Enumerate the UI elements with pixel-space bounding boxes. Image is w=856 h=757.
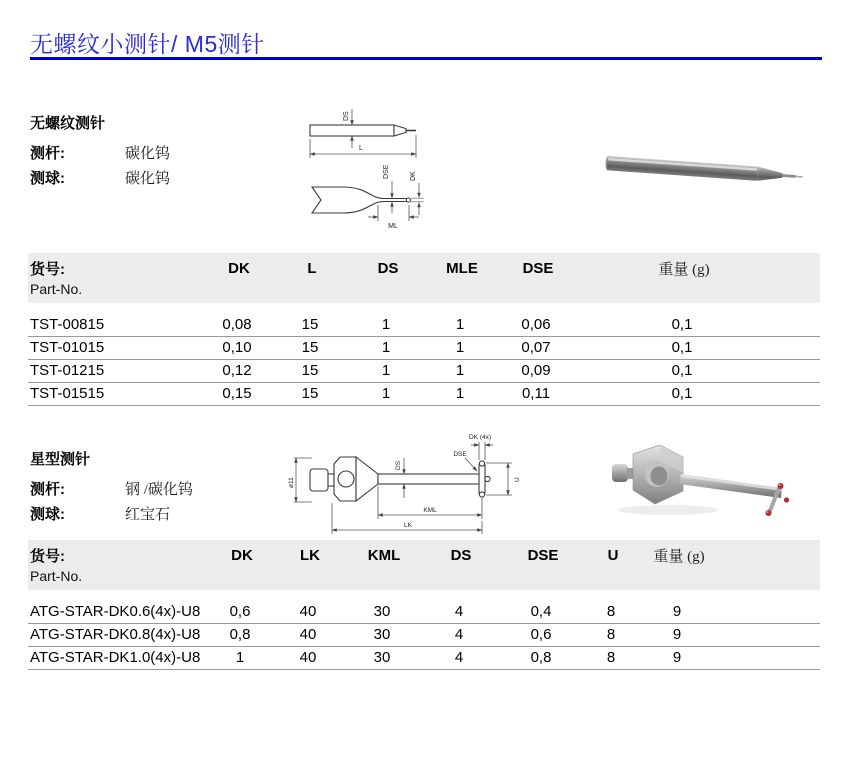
col-dse: DSE <box>522 260 554 277</box>
cell-kml: 30 <box>373 649 391 666</box>
dim-label-dk4: DK (4x) <box>468 434 492 441</box>
cell-l: 15 <box>301 362 319 379</box>
table-row <box>28 383 820 406</box>
cell-lk: 40 <box>299 626 317 643</box>
cell-weight: 9 <box>672 603 682 620</box>
spec-row-ball <box>30 167 280 192</box>
star-stylus-diagram <box>282 424 522 538</box>
cell-u: 8 <box>606 603 616 620</box>
part-no-subtitle: Part-No. <box>30 281 83 297</box>
cell-part: ATG-STAR-DK0.6(4x)-U8 <box>30 603 201 620</box>
spec-value: 钢 /碳化钨 <box>125 482 193 498</box>
spec-label: 测杆: <box>30 481 65 498</box>
table-row <box>28 360 820 383</box>
dim-label-u: U <box>514 477 521 482</box>
threadless-table <box>28 253 820 406</box>
spec-row-stem <box>30 478 280 503</box>
cell-ds: 1 <box>381 385 391 402</box>
col-lk: LK <box>300 547 320 564</box>
col-ds: DS <box>450 547 472 564</box>
cell-mle: 1 <box>455 339 465 356</box>
col-dse: DSE <box>527 547 559 564</box>
part-no-subtitle: Part-No. <box>30 568 83 584</box>
col-weight: 重量 (g) <box>658 262 710 278</box>
page-title: 无螺纹小测针/ M5测针 <box>30 31 265 57</box>
dim-label-lk: LK <box>404 522 412 529</box>
spec-value: 碳化钨 <box>125 171 171 187</box>
cell-mle: 1 <box>455 362 465 379</box>
cell-dse: 0,09 <box>521 362 551 379</box>
cell-weight: 9 <box>672 649 682 666</box>
cell-weight: 0,1 <box>671 339 693 356</box>
star-heading: 星型测针 <box>30 451 91 468</box>
cell-part: TST-01515 <box>30 385 105 402</box>
cell-part: TST-01215 <box>30 362 105 379</box>
cell-dse: 0,4 <box>530 603 552 620</box>
cell-l: 15 <box>301 339 319 356</box>
spec-row-ball <box>30 503 280 528</box>
table-body <box>28 314 820 406</box>
cell-weight: 0,1 <box>671 362 693 379</box>
dim-label-ml: ML <box>388 223 398 230</box>
cell-dk: 0,10 <box>222 339 252 356</box>
cell-part: ATG-STAR-DK0.8(4x)-U8 <box>30 626 201 643</box>
cell-kml: 30 <box>373 626 391 643</box>
threadless-info <box>30 112 280 192</box>
star-stylus-photo <box>596 428 831 533</box>
star-table <box>28 540 820 670</box>
cell-ds: 1 <box>381 339 391 356</box>
threadless-stylus-diagram <box>288 95 470 237</box>
col-kml: KML <box>367 547 401 564</box>
col-dk: DK <box>231 547 253 564</box>
cell-dk: 0,15 <box>222 385 252 402</box>
table-row <box>28 601 820 624</box>
cell-l: 15 <box>301 385 319 402</box>
col-l: L <box>307 260 317 277</box>
col-dk: DK <box>228 260 250 277</box>
dim-label-dk: DK <box>410 171 417 181</box>
dim-label-ds: DS <box>343 111 350 121</box>
threadless-stylus-photo <box>595 128 815 220</box>
dim-label-d11: ø11 <box>288 477 295 488</box>
col-part-no: 货号: <box>30 261 65 278</box>
cell-ds: 4 <box>454 626 464 643</box>
dim-label-dse: DSE <box>383 164 390 179</box>
col-ds: DS <box>377 260 399 277</box>
cell-dk: 0,08 <box>222 316 252 333</box>
cell-part: TST-00815 <box>30 316 105 333</box>
spec-row-stem <box>30 142 280 167</box>
cell-part: TST-01015 <box>30 339 105 356</box>
spec-value: 红宝石 <box>125 507 171 523</box>
cell-dse: 0,07 <box>521 339 551 356</box>
cell-dse: 0,06 <box>521 316 551 333</box>
col-mle: MLE <box>446 260 478 277</box>
col-u: U <box>607 547 619 564</box>
threadless-heading: 无螺纹测针 <box>30 115 106 132</box>
cell-dse: 0,6 <box>530 626 552 643</box>
dim-label-kml: KML <box>423 507 437 514</box>
spec-label: 测球: <box>30 170 65 187</box>
cell-ds: 1 <box>381 362 391 379</box>
cell-ds: 4 <box>454 649 464 666</box>
cell-mle: 1 <box>455 385 465 402</box>
table-header <box>28 253 820 303</box>
star-info <box>30 448 280 528</box>
cell-weight: 0,1 <box>671 385 693 402</box>
cell-weight: 0,1 <box>671 316 693 333</box>
spec-label: 测球: <box>30 506 65 523</box>
cell-lk: 40 <box>299 603 317 620</box>
cell-kml: 30 <box>373 603 391 620</box>
table-body <box>28 601 820 670</box>
table-header <box>28 540 820 590</box>
cell-u: 8 <box>606 626 616 643</box>
cell-dk: 0,6 <box>229 603 251 620</box>
cell-u: 8 <box>606 649 616 666</box>
col-weight: 重量 (g) <box>653 549 705 565</box>
spec-label: 测杆: <box>30 145 65 162</box>
table-row <box>28 624 820 647</box>
dim-label-dse: DSE <box>453 451 467 458</box>
cell-part: ATG-STAR-DK1.0(4x)-U8 <box>30 649 201 666</box>
table-row <box>28 337 820 360</box>
cell-ds: 1 <box>381 316 391 333</box>
cell-l: 15 <box>301 316 319 333</box>
cell-dk: 0,8 <box>229 626 251 643</box>
cell-lk: 40 <box>299 649 317 666</box>
cell-ds: 4 <box>454 603 464 620</box>
cell-dk: 1 <box>235 649 245 666</box>
col-part-no: 货号: <box>30 548 65 565</box>
cell-dse: 0,11 <box>521 385 551 402</box>
cell-dk: 0,12 <box>222 362 252 379</box>
cell-mle: 1 <box>455 316 465 333</box>
table-row <box>28 314 820 337</box>
dim-label-l: L <box>359 145 363 152</box>
cell-weight: 9 <box>672 626 682 643</box>
table-row <box>28 647 820 670</box>
cell-dse: 0,8 <box>530 649 552 666</box>
spec-value: 碳化钨 <box>125 146 171 162</box>
title-underline <box>30 57 822 60</box>
dim-label-ds: DS <box>395 460 402 470</box>
